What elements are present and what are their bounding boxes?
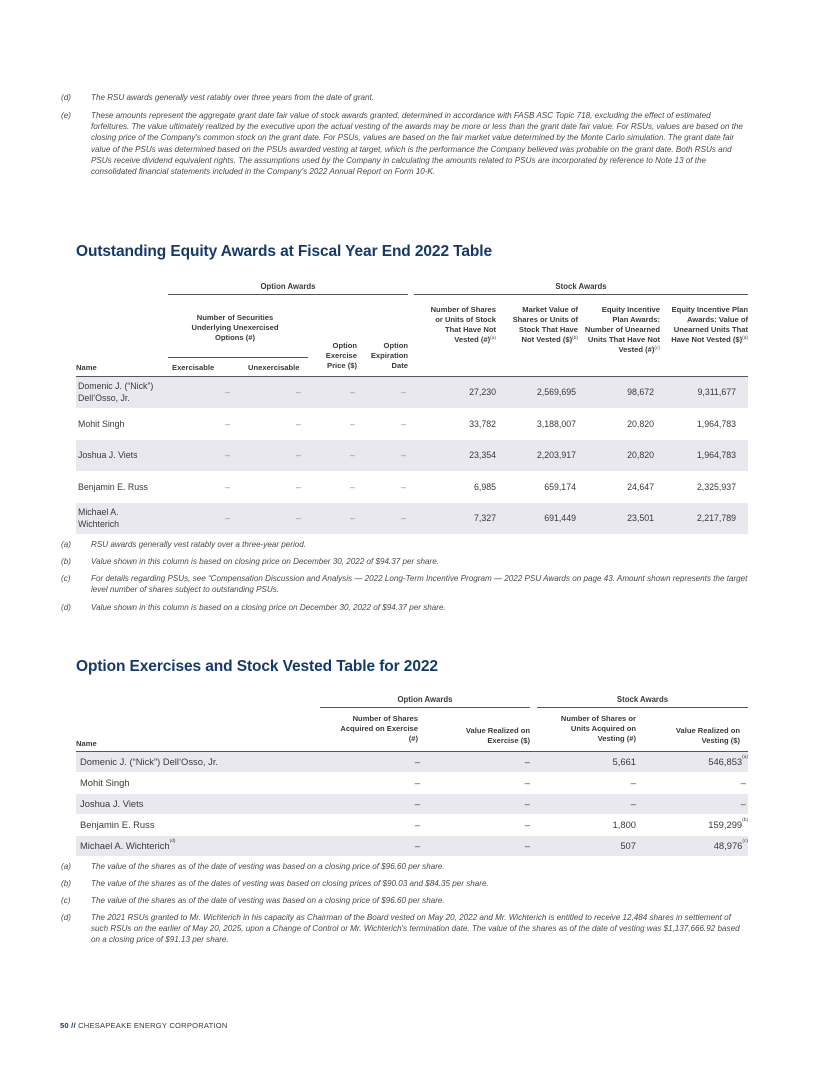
- header-exercisable: Exercisable: [172, 363, 215, 372]
- table-row: [76, 377, 748, 408]
- table-row: [76, 409, 748, 439]
- table2-stock-awards-label: Stock Awards: [616, 695, 669, 704]
- cell-market: 691,449: [544, 513, 576, 523]
- table1-option-rule: [168, 294, 408, 295]
- table-row: [76, 794, 748, 814]
- table2-note-c: (c) The value of the shares as of the date of vesting was based on a closing price of $96.60 per share.: [61, 896, 445, 905]
- cell-unexercisable: –: [296, 387, 301, 397]
- cell-expiration: –: [401, 387, 406, 397]
- table1-option-awards-label: Option Awards: [260, 282, 316, 291]
- table1-note-b: (b) Value shown in this column is based on closing price on December 30, 2022 of $94.37 per share.: [61, 557, 439, 566]
- header2-name: Name: [76, 739, 97, 748]
- cell-units: 24,647: [627, 482, 654, 492]
- cell-market: 659,174: [544, 482, 576, 492]
- header-shares-not-vested: Number of Shares or Units of Stock That Have Not Vested (#)$^{(a)}$: [430, 305, 496, 344]
- cell-price: –: [350, 513, 355, 523]
- cell-acquired: –: [414, 756, 420, 767]
- cell-unexercisable: –: [296, 450, 301, 460]
- cell-acquired: –: [414, 840, 420, 851]
- header2-units-vesting: Number of Shares or Units Acquired on Vesting (#): [560, 714, 636, 743]
- row-name: Joshua J. Viets: [80, 798, 144, 809]
- cell-value-exercise: –: [524, 756, 530, 767]
- header-exercise-price: Option Exercise Price ($): [325, 341, 357, 370]
- header-name: Name: [76, 363, 97, 372]
- header-eip-value: Equity Incentive Plan Awards: Value of Unearned Units That Have Not Vested ($)$^{(d)}$: [671, 305, 748, 344]
- cell-value: 2,217,789: [696, 513, 736, 523]
- cell-acquired: –: [414, 819, 420, 830]
- table2-note-b: (b) The value of the shares as of the dates of vesting was based on closing prices of $90.03 and $84.35 per share.: [61, 879, 489, 888]
- header2-value-exercise: Value Realized on Exercise ($): [465, 726, 530, 745]
- header2-value-vesting: Value Realized on Vesting ($): [675, 726, 740, 745]
- cell-market: 2,203,917: [536, 450, 576, 460]
- cell-exercisable: –: [225, 482, 230, 492]
- cell-shares: 7,327: [473, 513, 496, 523]
- header-num-securities-rule: [168, 357, 308, 358]
- row-name: Michael A. Wichterich$^{(d)}$: [80, 839, 176, 851]
- footer-company: CHESAPEAKE ENERGY CORPORATION: [78, 1021, 228, 1030]
- cell-expiration: –: [401, 513, 406, 523]
- table1-note-c: (c) For details regarding PSUs, see “Compensation Discussion and Analysis — 2022 Long-Term Incentive Program — 2022 PSU Awards on page 43. Amount shown represents the target level number of shares subject to outstanding PSUs.: [61, 574, 748, 595]
- cell-price: –: [350, 450, 355, 460]
- table-row: [76, 773, 748, 793]
- row-name: Domenic J. (“Nick”) Dell’Osso, Jr.: [78, 381, 154, 403]
- cell-unexercisable: –: [296, 419, 301, 429]
- table-row: [76, 472, 748, 502]
- cell-shares: 33,782: [469, 419, 496, 429]
- cell-unexercisable: –: [296, 482, 301, 492]
- table2-note-d: (d) The 2021 RSUs granted to Mr. Wichterich in his capacity as Chairman of the Board vested on May 20, 2022 and Mr. Wichterich is entitled to receive 12,484 shares in settlement of such RSUs on the earlier of May 20, 2025, upon a Change of Control or Mr. Wichterich's termination date. The value of the shares as of the date of vesting was $1,137,666.92 based on a closing price of $91.13 per share.: [61, 913, 740, 945]
- cell-units: 507: [620, 840, 636, 851]
- header-expiration: Option Expiration Date: [370, 341, 408, 370]
- cell-value-vesting: –: [740, 777, 746, 788]
- table-row: [76, 503, 748, 534]
- cell-expiration: –: [401, 482, 406, 492]
- cell-units: 20,820: [627, 419, 654, 429]
- cell-exercisable: –: [225, 387, 230, 397]
- footer-separator: //: [71, 1021, 76, 1030]
- cell-value: 2,325,937: [696, 482, 736, 492]
- cell-units: 23,501: [627, 513, 654, 523]
- row-name: Domenic J. (“Nick”) Dell’Osso, Jr.: [80, 756, 219, 767]
- header-eip-units: Equity Incentive Plan Awards: Number of Unearned Units That Have Not Vested (#)$^{(c)}$: [584, 305, 660, 354]
- table2-stock-rule: [537, 707, 748, 708]
- cell-value-exercise: –: [524, 819, 530, 830]
- table-row: [76, 440, 748, 471]
- cell-price: –: [350, 387, 355, 397]
- cell-shares: 23,354: [469, 450, 496, 460]
- cell-value-exercise: –: [524, 777, 530, 788]
- table1-stock-rule: [414, 294, 748, 295]
- header-market-value: Market Value of Shares or Units of Stock That Have Not Vested ($)$^{(b)}$: [512, 305, 578, 344]
- table1-title: Outstanding Equity Awards at Fiscal Year End 2022 Table: [76, 243, 493, 260]
- table-row: [76, 752, 748, 772]
- cell-value: 1,964,783: [696, 419, 736, 429]
- cell-price: –: [350, 419, 355, 429]
- row-name: Benjamin E. Russ: [78, 482, 148, 492]
- row-name: Joshua J. Viets: [78, 450, 138, 460]
- table1-note-d: (d) Value shown in this column is based on a closing price on December 30, 2022 of $94.37 per share.: [61, 603, 446, 612]
- cell-value-vesting: 159,299$^{(b)}$: [708, 818, 748, 830]
- table2-option-rule: [320, 707, 530, 708]
- cell-value-vesting: –: [740, 798, 746, 809]
- top-note-e: (e) These amounts represent the aggregate grant date fair value of stock awards granted, determined in accordance with FASB ASC Topic 718, excluding the effect of estimated forfeitures. The value ultimately realized by the executive upon the actual vesting of the awards may be more or less than the grant date fair value. For RSUs, values are based on the closing price of the Company's common stock on the grant date. For PSUs, values are based on the fair market value determined by the Monte Carlo simulation. The grant date fair value of the PSUs was determined based on the PSUs awarded vesting at target, which is the performance the Company believed was probable on the grant date. Both RSUs and PSUs receive dividend equivalent rights. The assumptions used by the Company in calculating the amounts related to PSUs are incorporated by reference to Note 13 of the consolidated financial statements included in the Company's 2022 Annual Report on Form 10-K.: [61, 111, 743, 177]
- cell-expiration: –: [401, 419, 406, 429]
- cell-units: 1,800: [612, 819, 636, 830]
- top-note-d: (d) The RSU awards generally vest ratably over three years from the date of grant.: [61, 93, 374, 102]
- table1-note-a: (a) RSU awards generally vest ratably over a three-year period.: [61, 540, 307, 549]
- cell-exercisable: –: [225, 450, 230, 460]
- cell-units: 98,672: [627, 387, 654, 397]
- page-footer: [60, 1021, 228, 1030]
- cell-units: 20,820: [627, 450, 654, 460]
- cell-value-vesting: 546,853$^{(a)}$: [708, 755, 748, 767]
- table-row: [76, 815, 748, 835]
- cell-value-exercise: –: [524, 840, 530, 851]
- cell-value: 1,964,783: [696, 450, 736, 460]
- cell-expiration: –: [401, 450, 406, 460]
- cell-exercisable: –: [225, 513, 230, 523]
- cell-shares: 6,985: [473, 482, 496, 492]
- cell-shares: 27,230: [469, 387, 496, 397]
- cell-value-exercise: –: [524, 798, 530, 809]
- table2-note-a: (a) The value of the shares as of the date of vesting was based on a closing price of $96.60 per share.: [61, 862, 445, 871]
- cell-value: 9,311,677: [697, 387, 736, 397]
- table2-title: Option Exercises and Stock Vested Table for 2022: [76, 658, 438, 675]
- cell-unexercisable: –: [296, 513, 301, 523]
- cell-market: 3,188,007: [536, 419, 576, 429]
- row-name: Mohit Singh: [80, 777, 130, 788]
- cell-market: 2,569,695: [536, 387, 576, 397]
- cell-acquired: –: [414, 798, 420, 809]
- page-number: 50: [60, 1021, 69, 1030]
- cell-acquired: –: [414, 777, 420, 788]
- cell-units: –: [630, 777, 636, 788]
- header-num-securities: Number of Securities Underlying Unexercised Options (#): [191, 313, 279, 342]
- cell-units: –: [630, 798, 636, 809]
- cell-price: –: [350, 482, 355, 492]
- row-name: Mohit Singh: [78, 419, 125, 429]
- cell-exercisable: –: [225, 419, 230, 429]
- cell-value-vesting: 48,976$^{(c)}$: [713, 839, 748, 851]
- table-row: [76, 836, 748, 856]
- table1-stock-awards-label: Stock Awards: [555, 282, 607, 291]
- header2-shares-acquired: Number of Shares Acquired on Exercise (#): [340, 714, 418, 743]
- table2-option-awards-label: Option Awards: [397, 695, 453, 704]
- header-unexercisable: Unexercisable: [248, 363, 300, 372]
- cell-units: 5,661: [612, 756, 636, 767]
- row-name: Michael A. Wichterich: [78, 507, 120, 529]
- row-name: Benjamin E. Russ: [80, 819, 155, 830]
